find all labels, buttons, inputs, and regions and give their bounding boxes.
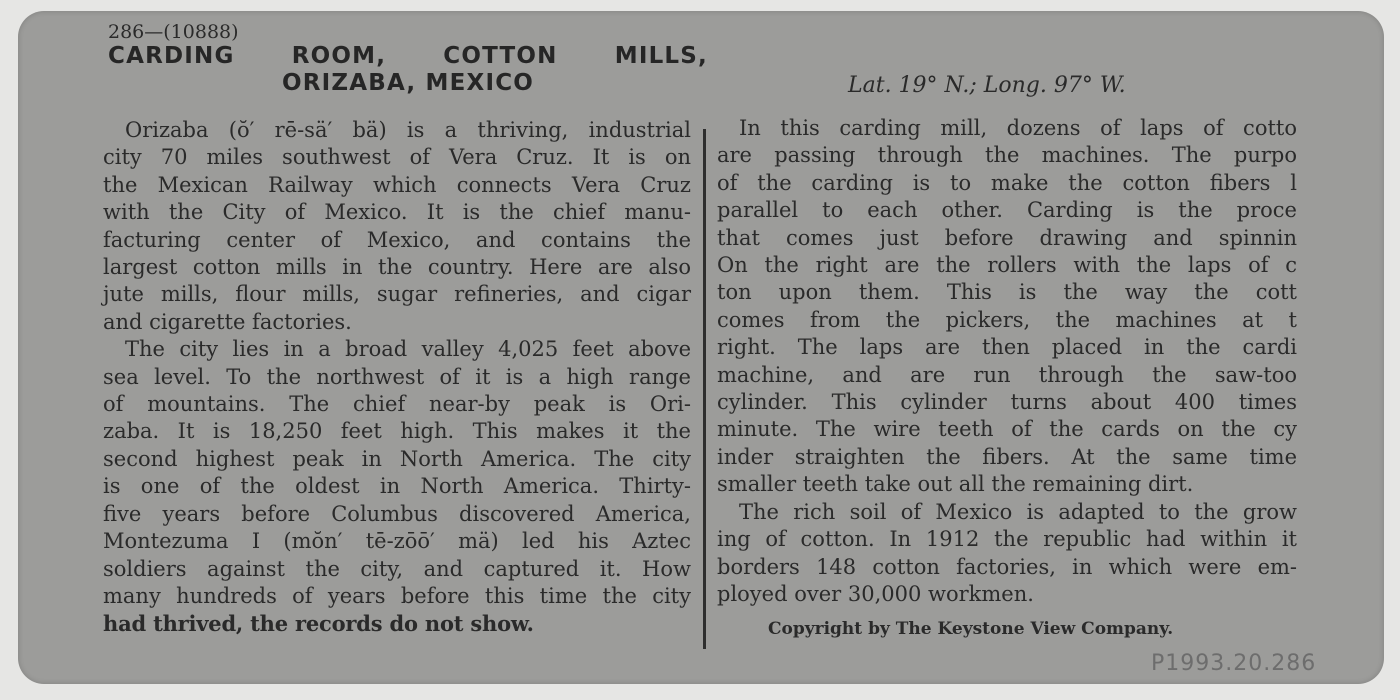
- text-line: The city lies in a broad valley 4,025 feet above: [125, 337, 691, 362]
- title-line-2: ORIZABA, MEXICO: [281, 70, 535, 96]
- accession-number: P1993.20.286: [1151, 651, 1317, 676]
- text-line: city 70 miles southwest of Vera Cruz. It is on: [103, 145, 691, 170]
- text-line: had thrived, the records do not show.: [103, 611, 534, 637]
- text-line: is one of the oldest in North America. Thirty-: [103, 474, 691, 499]
- text-line: ton upon them. This is the way the cott: [717, 280, 1297, 305]
- text-line: inder straighten the fibers. At the same time: [717, 444, 1297, 469]
- text-line: jute mills, flour mills, sugar refineries, and cigar: [103, 282, 691, 307]
- column-divider: [703, 129, 706, 649]
- text-line: of mountains. The chief near-by peak is Ori-: [103, 392, 691, 417]
- copyright-notice: Copyright by The Keystone View Company.: [768, 619, 1174, 639]
- text-line: On the right are the rollers with the laps of c: [717, 253, 1297, 278]
- stereograph-card-back: [18, 11, 1384, 684]
- text-line: of the carding is to make the cotton fibers l: [717, 170, 1297, 195]
- text-line: parallel to each other. Carding is the proce: [717, 198, 1297, 223]
- text-line: five years before Columbus discovered America,: [103, 501, 691, 526]
- text-line: The rich soil of Mexico is adapted to the grow: [739, 499, 1297, 524]
- text-line: right. The laps are then placed in the cardi: [717, 335, 1297, 360]
- left-paragraph-2: [103, 336, 691, 637]
- text-line: ployed over 30,000 workmen.: [717, 581, 1034, 606]
- card-title: [108, 43, 708, 97]
- text-line: Montezuma I (mŏn′ tē-zōō′ mä) led his Aztec: [103, 529, 691, 554]
- catalog-number: 286—(10888): [108, 21, 239, 43]
- text-line: machine, and are run through the saw-too: [717, 362, 1297, 387]
- text-line: zaba. It is 18,250 feet high. This makes it the: [103, 419, 691, 444]
- text-line: Orizaba (ŏ′ rē-sä′ bä) is a thriving, industrial: [125, 118, 691, 142]
- text-line: facturing center of Mexico, and contains the: [103, 227, 691, 252]
- text-line: borders 148 cotton factories, in which were em-: [717, 554, 1297, 579]
- text-line: many hundreds of years before this time the city: [103, 583, 691, 608]
- text-line: smaller teeth take out all the remaining dirt.: [717, 472, 1194, 497]
- title-line-1: CARDING ROOM, COTTON MILLS,: [108, 43, 708, 69]
- latitude-longitude: Lat. 19° N.; Long. 97° W.: [848, 73, 1126, 98]
- left-text-column: [103, 117, 691, 638]
- text-line: and cigarette factories.: [103, 309, 352, 334]
- right-paragraph-1: [717, 115, 1297, 499]
- text-line: largest cotton mills in the country. Here are also: [103, 255, 691, 280]
- text-line: are passing through the machines. The purpo: [717, 143, 1297, 168]
- right-text-column: [717, 115, 1297, 608]
- text-line: that comes just before drawing and spinnin: [717, 225, 1297, 250]
- text-line: minute. The wire teeth of the cards on the cy: [717, 417, 1297, 442]
- text-line: In this carding mill, dozens of laps of cotto: [739, 116, 1297, 140]
- text-line: cylinder. This cylinder turns about 400 times: [717, 390, 1297, 415]
- text-line: sea level. To the northwest of it is a high range: [103, 364, 691, 389]
- right-paragraph-2: [717, 499, 1297, 609]
- text-line: second highest peak in North America. The city: [103, 446, 691, 471]
- left-paragraph-1: [103, 117, 691, 336]
- text-line: ing of cotton. In 1912 the republic had within it: [717, 527, 1297, 552]
- text-line: soldiers against the city, and captured it. How: [103, 556, 691, 581]
- text-line: with the City of Mexico. It is the chief manu-: [103, 200, 691, 225]
- text-line: the Mexican Railway which connects Vera Cruz: [103, 172, 691, 197]
- text-line: comes from the pickers, the machines at t: [717, 307, 1297, 332]
